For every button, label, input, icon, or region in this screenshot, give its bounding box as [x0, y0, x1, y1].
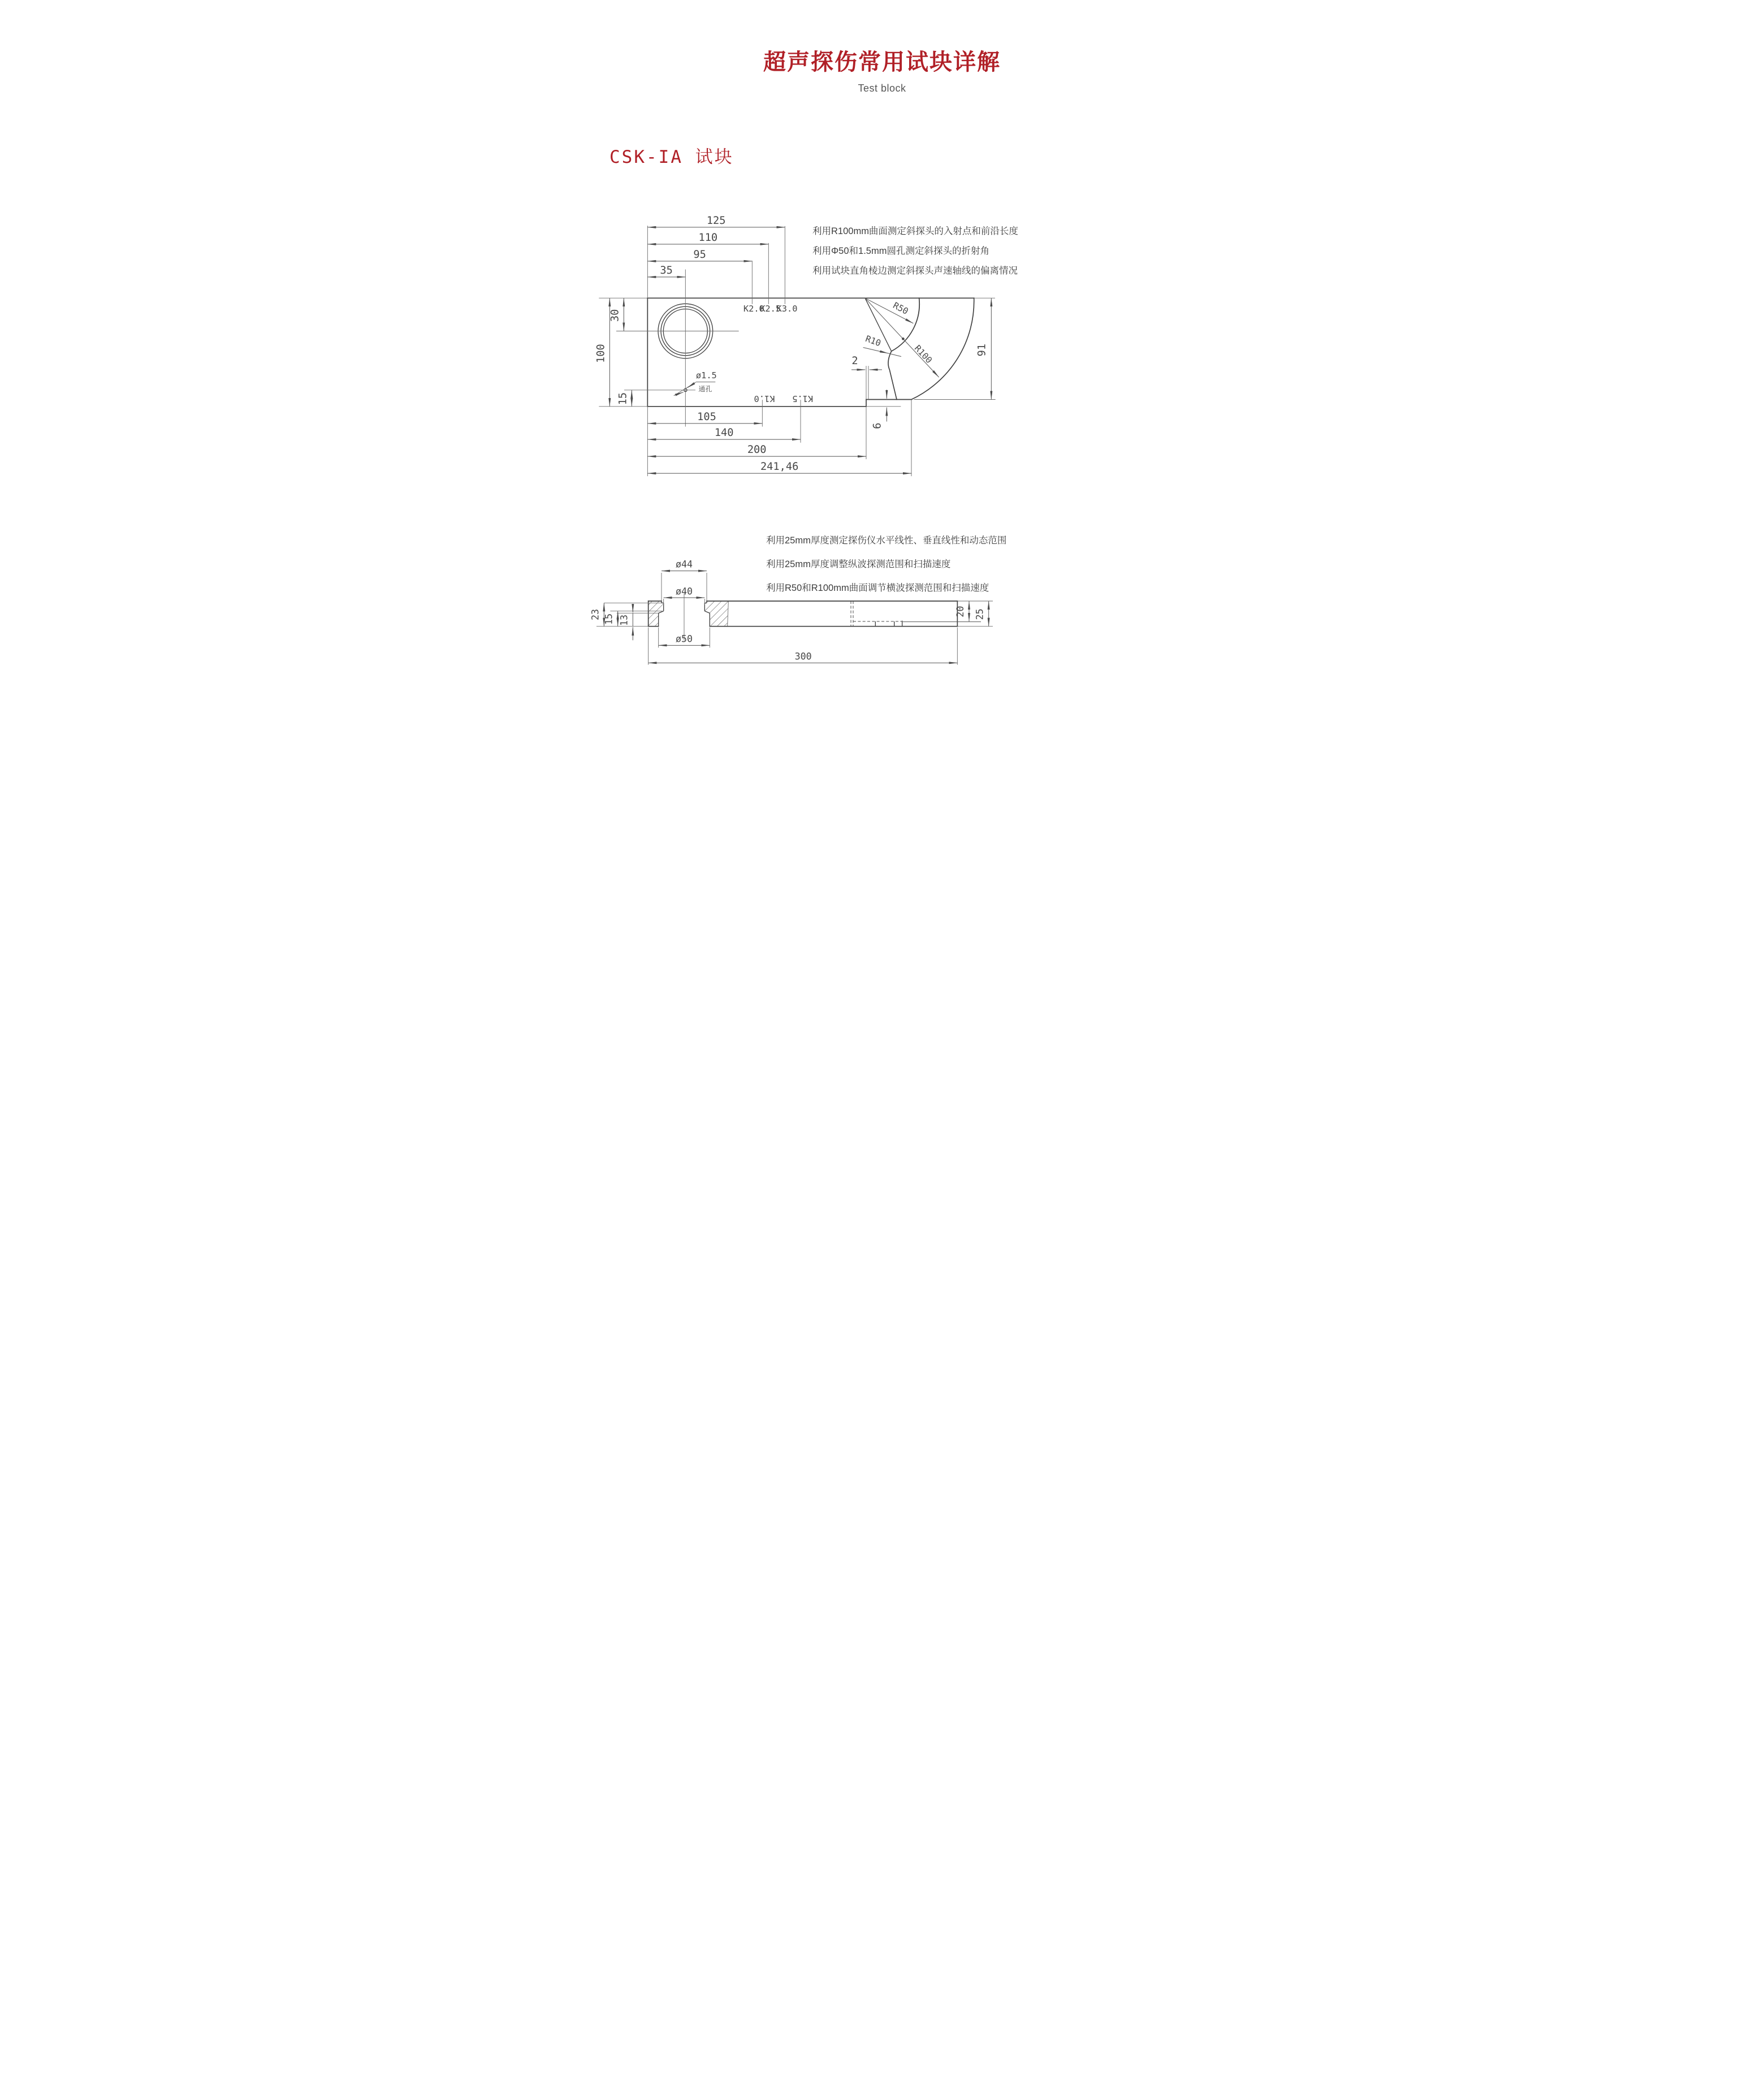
dim-2-label: 2	[851, 355, 858, 367]
dim-100-label: 100	[595, 344, 607, 364]
note-line: 利用R100mm曲面测定斜探头的入射点和前沿长度	[812, 226, 1018, 236]
dim-dia50-label: ø50	[675, 633, 693, 645]
k1.5-label: K1.5	[792, 393, 814, 404]
dim-140-label: 140	[714, 427, 734, 439]
bar-outline	[648, 601, 981, 627]
note-line: 利用R50和R100mm曲面调节横波探测范围和扫描速度	[766, 583, 989, 593]
document-page	[588, 0, 1176, 697]
dim-15-label: 15	[617, 392, 629, 405]
k1.0-label: K1.0	[754, 393, 775, 404]
radius-r50-label: R50	[891, 300, 910, 317]
radius-r10-label: R10	[864, 333, 883, 349]
arc-intersection-dot	[902, 338, 905, 340]
dim-20-label: 20	[955, 606, 966, 617]
note-line: 利用Φ50和1.5mm圆孔测定斜探头的折射角	[812, 246, 989, 256]
page-header	[588, 50, 1176, 94]
section-hatching	[648, 601, 729, 627]
k2.5-label: K2.5	[760, 304, 781, 314]
dim-110-label: 110	[698, 231, 718, 244]
k3.0-label: K3.0	[776, 304, 798, 314]
note-line: 利用25mm厚度调整纵波探测范围和扫描速度	[766, 559, 951, 569]
radius-r100-label: R100	[912, 343, 935, 366]
dim-15b-label: 15	[603, 613, 615, 625]
section-view-notes	[766, 529, 1006, 600]
dim-300-label: 300	[794, 651, 812, 662]
dim-95-label: 95	[693, 248, 706, 261]
section-heading-csk-ia: CSK-IA 试块	[609, 147, 734, 167]
dim-6-label: 6	[871, 422, 884, 429]
k2.0-label: K2.0	[743, 304, 764, 314]
dim-105-label: 105	[697, 411, 716, 423]
note-line: 利用25mm厚度测定探伤仪水平线性、垂直线性和动态范围	[766, 535, 1007, 546]
dim-dia40-label: ø40	[675, 586, 693, 597]
note-line: 利用试块直角棱边测定斜探头声速轴线的偏离情况	[812, 266, 1018, 276]
page-title: 超声探伤常用试块详解	[763, 50, 1001, 75]
dim-23-label: 23	[590, 608, 601, 621]
hole-type-label: 通孔	[698, 384, 712, 393]
dim-25-label: 25	[974, 608, 985, 620]
dim-13-label: 13	[619, 614, 630, 627]
hole-diameter-label: ø1.5	[695, 370, 717, 381]
dim-200-label: 200	[747, 444, 767, 456]
small-hole-group	[624, 370, 717, 396]
front-view-notes	[812, 222, 1018, 281]
page-subtitle: Test block	[858, 83, 906, 94]
dim-91-label: 91	[976, 343, 988, 357]
dim-241-label: 241,46	[760, 461, 799, 473]
dim-30-label: 30	[609, 309, 621, 322]
large-hole-circles	[616, 270, 739, 427]
dim-dia44-label: ø44	[675, 559, 693, 570]
dim-35-label: 35	[660, 264, 673, 277]
dim-125-label: 125	[706, 214, 726, 227]
